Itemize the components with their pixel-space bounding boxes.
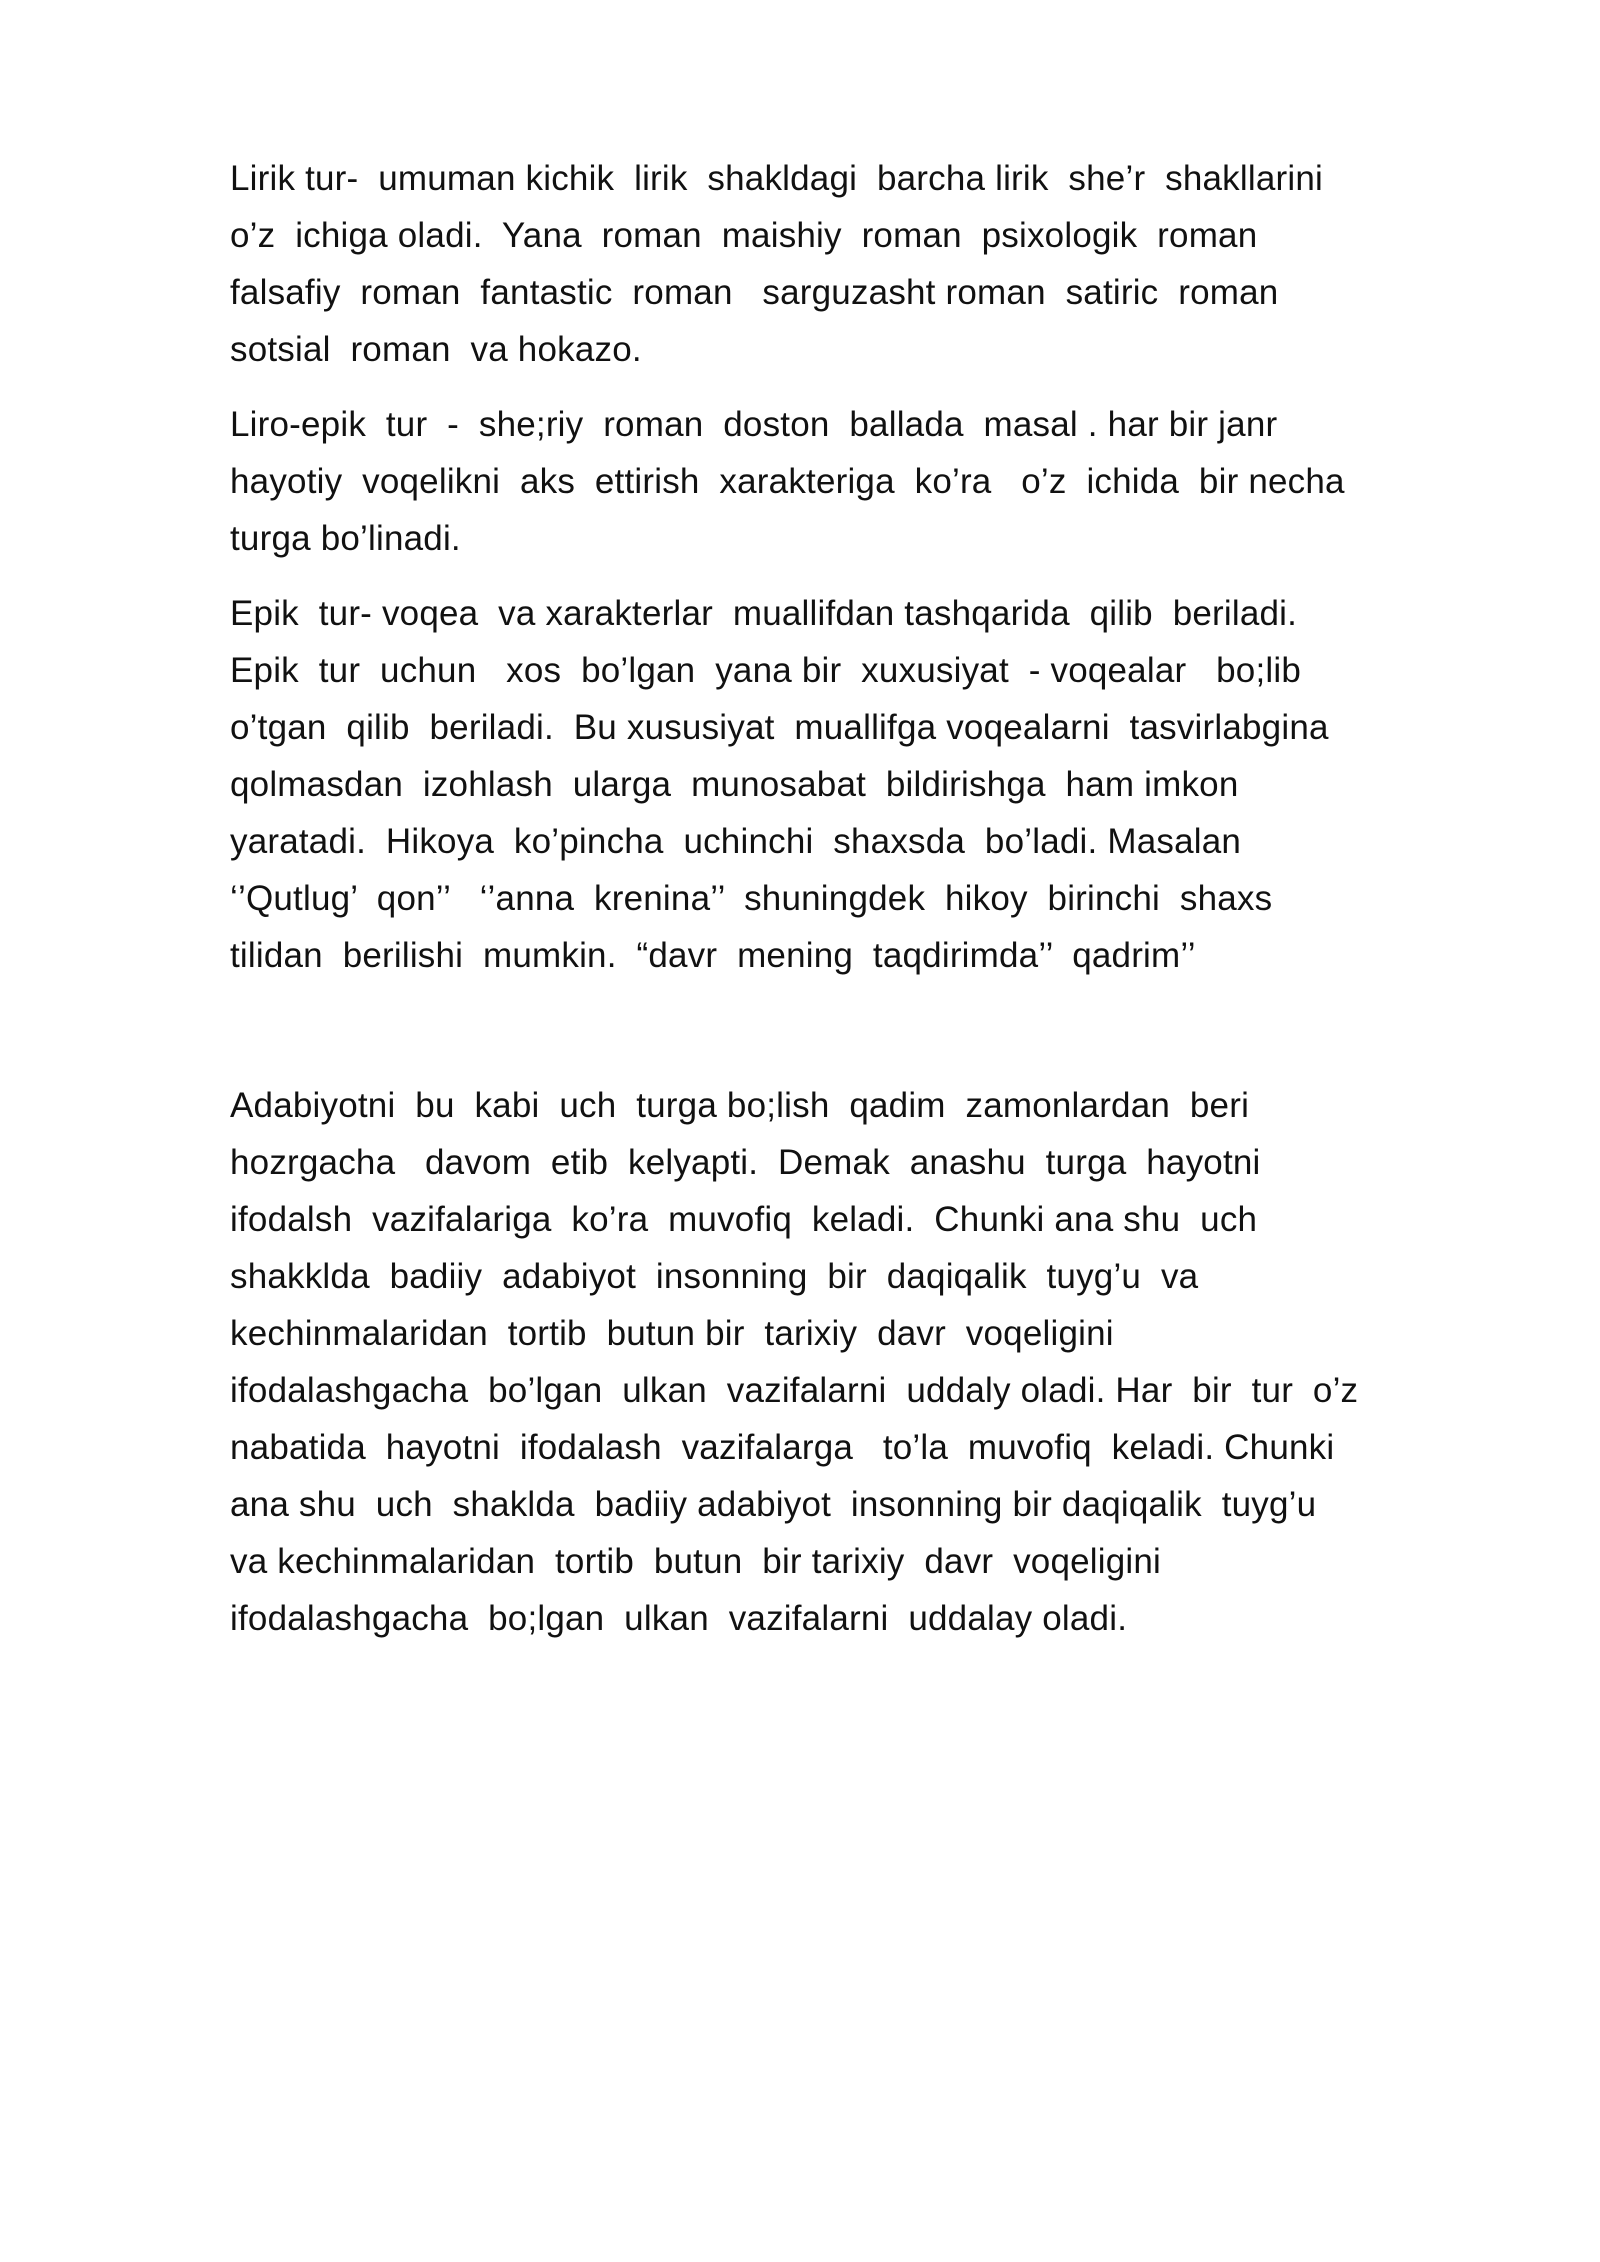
text-line: hayotiy voqelikni aks ettirish xarakteriga ko’ra o’z ichida bir necha (230, 462, 1345, 501)
text-line: Adabiyotni bu kabi uch turga bo;lish qadim zamonlardan beri (230, 1086, 1250, 1125)
text-line: ifodalashgacha bo;lgan ulkan vazifalarni uddalay oladi. (230, 1599, 1128, 1638)
text-line: turga bo’linadi. (230, 519, 461, 558)
text-line: yaratadi. Hikoya ko’pincha uchinchi shaxsda bo’ladi. Masalan (230, 822, 1242, 861)
text-line: Lirik tur- umuman kichik lirik shakldagi barcha lirik she’r shakllarini (230, 159, 1323, 198)
text-line: ifodalashgacha bo’lgan ulkan vazifalarni uddaly oladi. Har bir tur o’z (230, 1371, 1359, 1410)
paragraph-epik-tur (230, 585, 1530, 984)
text-line: va kechinmalaridan tortib butun bir tarixiy davr voqeligini (230, 1542, 1162, 1581)
text-line: shakklda badiiy adabiyot insonning bir daqiqalik tuyg’u va (230, 1257, 1199, 1296)
text-line: Liro-epik tur - she;riy roman doston ballada masal . har bir janr (230, 405, 1278, 444)
paragraph-liro-epik-tur (230, 396, 1530, 567)
text-line: hozrgacha davom etib kelyapti. Demak anashu turga hayotni (230, 1143, 1261, 1182)
text-line: falsafiy roman fantastic roman sarguzasht roman satiric roman (230, 273, 1279, 312)
text-line: o’tgan qilib beriladi. Bu xususiyat muallifga voqealarni tasvirlabgina (230, 708, 1329, 747)
text-line: Epik tur- voqea va xarakterlar muallifdan tashqarida qilib beriladi. (230, 594, 1298, 633)
text-line: o’z ichiga oladi. Yana roman maishiy roman psixologik roman (230, 216, 1258, 255)
paragraph-lirik-tur (230, 150, 1530, 378)
text-line: Epik tur uchun xos bo’lgan yana bir xuxusiyat - voqealar bo;lib (230, 651, 1301, 690)
document-body (230, 150, 1530, 1665)
text-line: ‘’Qutlug’ qon’’ ‘’anna krenina’’ shuningdek hikoy birinchi shaxs (230, 879, 1273, 918)
text-line: ifodalsh vazifalariga ko’ra muvofiq keladi. Chunki ana shu uch (230, 1200, 1258, 1239)
text-line: qolmasdan izohlash ularga munosabat bildirishga ham imkon (230, 765, 1239, 804)
text-line: sotsial roman va hokazo. (230, 330, 642, 369)
paragraph-adabiyot-turlari (230, 1077, 1530, 1647)
text-line: tilidan berilishi mumkin. “davr mening taqdirimda’’ qadrim’’ (230, 936, 1196, 975)
text-line: ana shu uch shaklda badiiy adabiyot insonning bir daqiqalik tuyg’u (230, 1485, 1317, 1524)
text-line: nabatida hayotni ifodalash vazifalarga to’la muvofiq keladi. Chunki (230, 1428, 1335, 1467)
text-line: kechinmalaridan tortib butun bir tarixiy davr voqeligini (230, 1314, 1114, 1353)
